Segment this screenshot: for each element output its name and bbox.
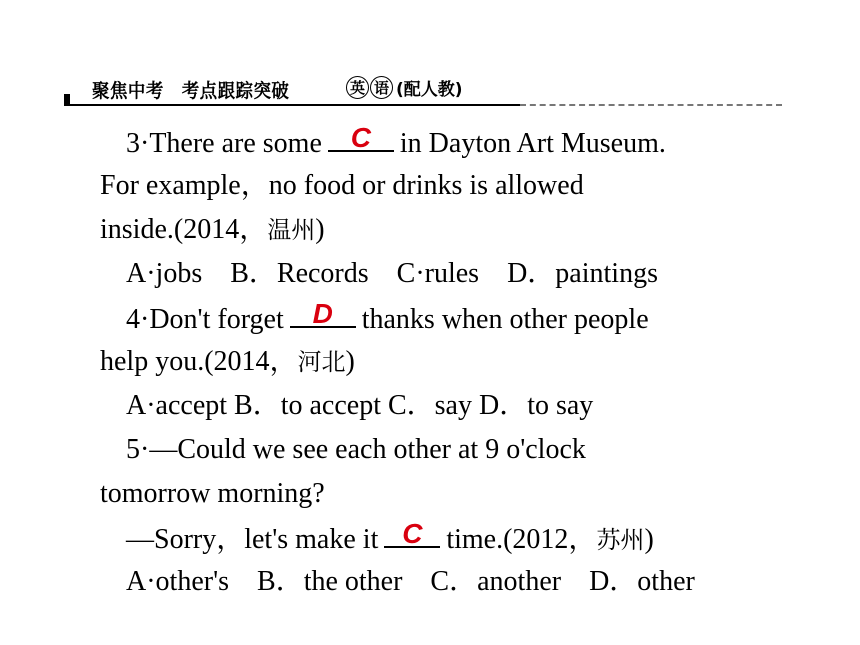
q3-suffix: in Dayton Art Museum. (399, 128, 666, 159)
q3-prefix: 3·There are some (126, 128, 322, 159)
q4-line2 (100, 342, 355, 382)
q4-suffix: thanks when other people (361, 304, 649, 335)
q5-source-end: ) (644, 524, 654, 555)
q4-prefix: 4·Don't forget (126, 304, 284, 335)
q3-answer: C (350, 122, 371, 153)
q4-source: help you.(2014， (100, 346, 298, 377)
q5-answer: C (402, 518, 423, 549)
q4-place: 河北 (297, 348, 346, 376)
q5-reply-prefix: —Sorry，let's make it (126, 524, 379, 555)
header-title: 聚焦中考 考点跟踪突破 (92, 80, 290, 102)
q5-reply (126, 518, 654, 560)
q3-line1 (126, 122, 666, 164)
q4-source-end: ) (345, 346, 355, 377)
q5-reply-suffix: time.(2012， (446, 524, 597, 555)
q3-source: inside.(2014， (100, 214, 268, 245)
q5-blank (384, 518, 440, 548)
subject-char-1: 英 (346, 76, 369, 99)
q3-place: 温州 (267, 216, 316, 244)
q3-options: A·jobs B．Records C·rules D．paintings (126, 258, 658, 289)
q4-answer: D (312, 298, 333, 329)
q3-source-end: ) (315, 214, 325, 245)
q5-place: 苏州 (596, 526, 645, 554)
q5-line2: tomorrow morning? (100, 478, 325, 509)
q4-line1 (126, 298, 649, 340)
q5-line1: 5·—Could we see each other at 9 o'clock (126, 434, 586, 465)
header-dashed-rule (520, 104, 782, 106)
page-header (64, 66, 780, 108)
subject-char-2: 语 (370, 76, 393, 99)
header-solid-rule (70, 104, 520, 106)
q3-line3 (100, 210, 325, 250)
q3-line2: For example，no food or drinks is allowed (100, 170, 584, 201)
q4-options: A·accept B．to accept C．say D．to say (126, 390, 594, 421)
q3-blank (328, 122, 394, 152)
q4-blank (290, 298, 356, 328)
q5-options: A·other's B．the other C．another D．other (126, 566, 695, 597)
subject-badge (346, 70, 463, 104)
edition-label: (配人教) (396, 79, 463, 100)
